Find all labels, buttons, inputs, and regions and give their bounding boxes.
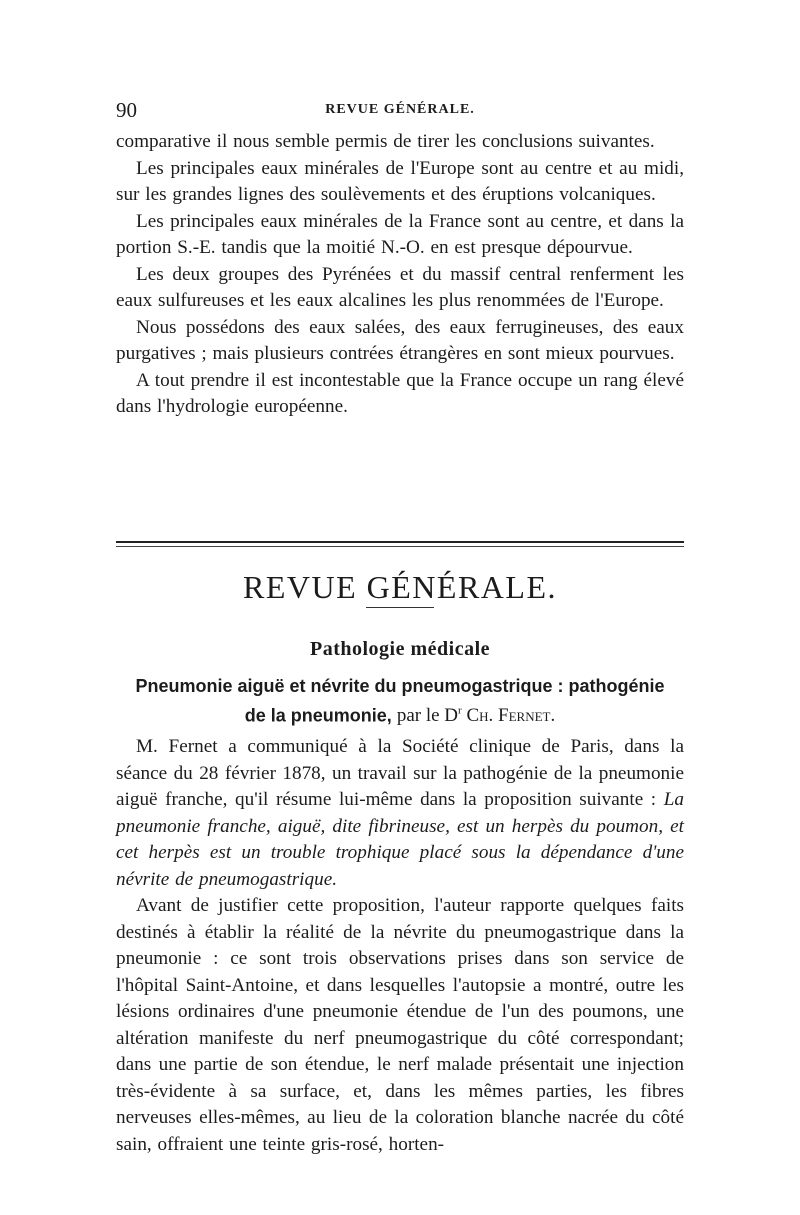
paragraph: A tout prendre il est incontestable que la France occupe un rang élevé dans l'hydrologie européenne. [116,369,684,417]
page-number: 90 [116,98,137,122]
paragraph: Les deux groupes des Pyrénées et du massif central renferment les eaux sulfureuses et les eaux alcalines les plus renommées de l'Europe. [116,263,684,311]
article-byline [397,705,555,726]
article-proposition: La pneumonie franche, aiguë, dite fibrineuse, est un herpès du poumon, et cet herpès est un trouble trophique placé sous la dépendance d'une névrite de pneumogastrique. [116,789,684,890]
running-head [116,98,684,122]
title-underline [366,607,434,608]
paragraph: Les principales eaux minérales de la France sont au centre, et dans la portion S.-E. tandis que la moitié N.-O. en est presque dépourvue. [116,210,684,258]
article-title-line1: Pneumonie aiguë et névrite du pneumogastrique : pathogénie [135,676,665,696]
article-paragraph-1 [116,734,684,893]
subsection-heading: Pathologie médicale [309,638,491,660]
running-title: REVUE GÉNÉRALE. [325,102,475,117]
byline-author: Ch. Fernet. [466,705,556,727]
article-body [116,734,684,1158]
paragraph: Les principales eaux minérales de l'Europe sont au centre et au midi, sur les grandes lignes des soulèvements et des éruptions volcaniques. [116,157,684,205]
paragraph: Nous possédons des eaux salées, des eaux ferrugineuses, des eaux purgatives ; mais plusieurs contrées étrangères en sont mieux pourvues. [116,316,684,364]
section-title: REVUE GÉNÉRALE. [242,569,557,605]
article-paragraph-1-lead: M. Fernet a communiqué à la Société clinique de Paris, dans la séance du 28 février 1878, un travail sur la pathogénie de la pneumonie aiguë franche, qu'il résume lui-même dans la proposition suivante : [116,736,684,810]
top-text-block [116,129,684,421]
article-paragraph-2: Avant de justifier cette proposition, l'auteur rapporte quelques faits destinés à établir la réalité de la névrite du pneumogastrique dans la pneumonie : ce sont trois observations prises dans son service de l'hôpital Saint-Antoine, et dans lesquelles l'autopsie a montré, outre les lésions ordinaires d'une pneumonie étendue de l'un des poumons, une altération manifeste du nerf pneumogastrique du côté correspondant; dans une partie de son étendue, le nerf malade présentait une injection très-évidente à sa surface, et, dans les mêmes parties, les fibres nerveuses elles-mêmes, au lieu de la coloration blanche nacrée du côté sain, offraient une teinte gris-rosé, horten- [116,895,684,1155]
paragraph-continuation: comparative il nous semble permis de tirer les conclusions suivantes. [116,131,655,152]
section-divider [116,541,684,547]
article-title-line2-text: de la pneumonie, [244,705,392,726]
article-title [116,674,684,728]
article-title-line2 [116,699,684,728]
byline-sup: r [458,705,462,717]
byline-prefix: par le D [396,705,459,727]
